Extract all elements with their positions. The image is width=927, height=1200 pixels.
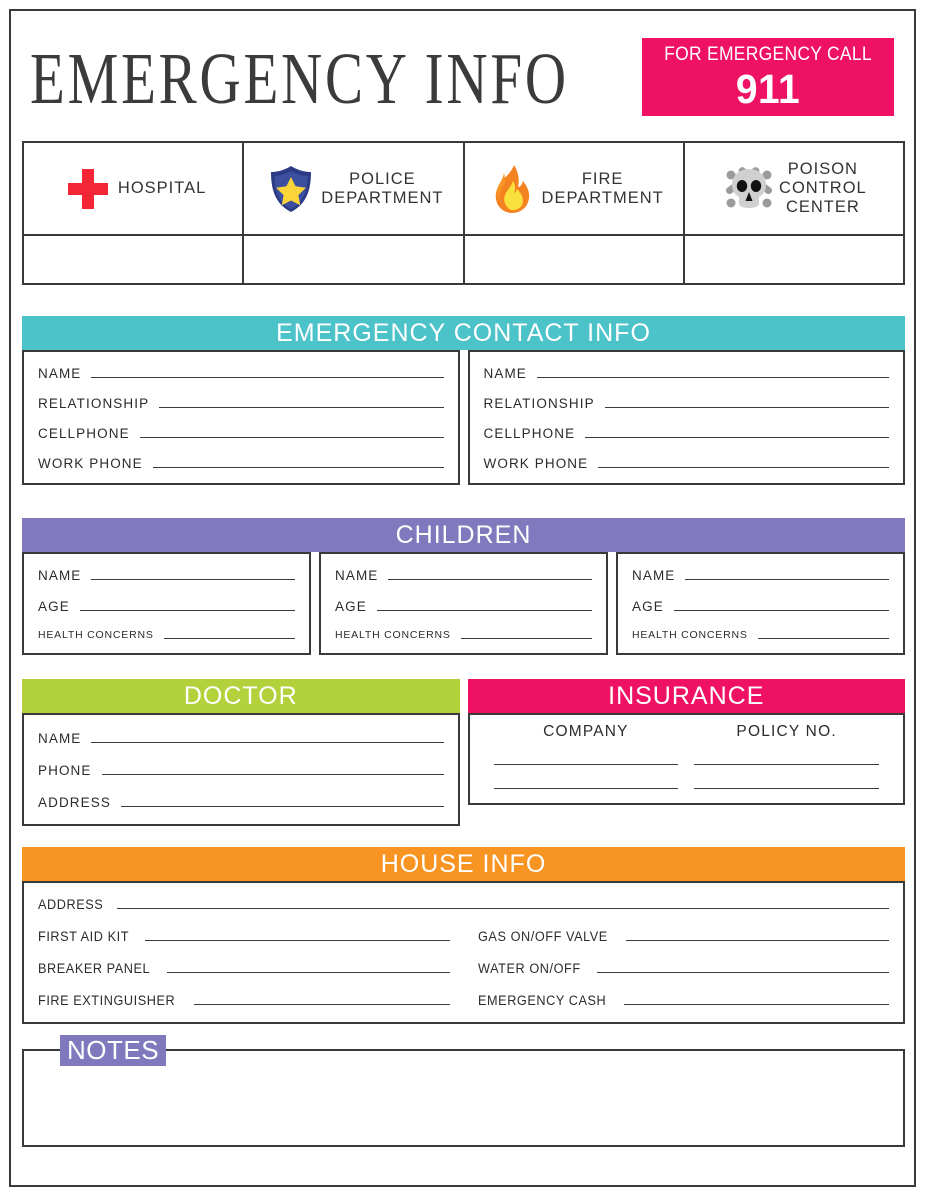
insurance-row-1 (486, 763, 888, 765)
house-extinguisher-input[interactable] (194, 1003, 450, 1005)
insurance-company-input-1[interactable] (494, 763, 679, 765)
emergency-call-number: 911 (735, 66, 801, 112)
child2-age-row (321, 599, 606, 614)
contact2-relationship-input[interactable] (605, 406, 889, 408)
house-cash-label: EMERGENCY CASH (477, 993, 606, 1008)
child-panel-3 (616, 552, 905, 655)
emergency-contact-panel-1 (22, 350, 460, 485)
page-title: EMERGENCY INFO (30, 39, 569, 120)
child2-name-input[interactable] (388, 578, 592, 580)
contact1-workphone-row (24, 456, 458, 471)
service-label-hospital: HOSPITAL (117, 179, 207, 197)
flame-icon (484, 161, 540, 217)
house-row-1 (24, 929, 903, 961)
house-row-2 (24, 961, 903, 993)
service-label-poison (779, 160, 867, 217)
form-content (22, 22, 905, 1176)
page-header (22, 22, 905, 118)
service-header-poison (685, 143, 903, 236)
house-extinguisher-label: FIRE EXTINGUISHER (38, 993, 176, 1008)
red-cross-icon (60, 161, 116, 217)
child3-age-label: AGE (632, 599, 664, 614)
contact1-relationship-label: RELATIONSHIP (38, 396, 150, 411)
child2-health-label: HEALTH CONCERNS (335, 629, 451, 641)
house-water-row (464, 961, 904, 976)
doctor-phone-input[interactable] (102, 773, 444, 775)
contact2-cellphone-label: CELLPHONE (483, 426, 576, 441)
skull-crossbones-icon (721, 161, 777, 217)
house-gas-input[interactable] (626, 939, 889, 941)
house-water-label: WATER ON/OFF (477, 961, 581, 976)
insurance-company-input-2[interactable] (494, 787, 679, 789)
child1-name-row (24, 568, 309, 583)
house-cash-input[interactable] (624, 1003, 889, 1005)
child-panel-2 (319, 552, 608, 655)
child1-health-label: HEALTH CONCERNS (38, 629, 154, 641)
contact2-name-row (470, 366, 904, 381)
house-address-label: ADDRESS (38, 897, 104, 912)
emergency-services-grid (22, 141, 905, 285)
police-shield-icon (263, 161, 319, 217)
child2-name-row (321, 568, 606, 583)
doctor-heading: DOCTOR (22, 679, 460, 713)
doctor-panel (22, 713, 460, 826)
insurance-column-headers (486, 723, 888, 741)
child1-name-input[interactable] (91, 578, 295, 580)
child3-health-input[interactable] (758, 637, 889, 639)
children-heading: CHILDREN (22, 518, 905, 552)
service-header-police (244, 143, 462, 236)
contact2-workphone-row (470, 456, 904, 471)
house-address-input[interactable] (117, 907, 889, 909)
insurance-row-2 (486, 787, 888, 789)
house-info-panel (22, 881, 905, 1024)
children-section (22, 518, 905, 655)
doctor-name-label: NAME (38, 731, 82, 746)
house-row-3 (24, 993, 903, 1008)
contact1-relationship-input[interactable] (159, 406, 443, 408)
contact2-cellphone-input[interactable] (585, 436, 889, 438)
contact1-name-row (24, 366, 458, 381)
house-breaker-label: BREAKER PANEL (38, 961, 151, 976)
doctor-phone-label: PHONE (38, 763, 92, 778)
contact1-workphone-label: WORK PHONE (38, 456, 143, 471)
house-firstaid-input[interactable] (145, 939, 450, 941)
service-label-police (321, 170, 443, 208)
child3-age-input[interactable] (674, 609, 889, 611)
child2-name-label: NAME (335, 568, 379, 583)
contact2-relationship-label: RELATIONSHIP (483, 396, 595, 411)
service-value-police[interactable] (244, 236, 462, 283)
doctor-section (22, 679, 460, 826)
house-gas-row (464, 929, 904, 944)
insurance-panel (468, 713, 906, 805)
child-panel-1 (22, 552, 311, 655)
contact2-name-label: NAME (483, 366, 527, 381)
insurance-heading: INSURANCE (468, 679, 906, 713)
service-label-fire-line1: FIRE DEPARTMENT (541, 169, 664, 207)
child2-health-row (321, 630, 606, 642)
insurance-policy-input-1[interactable] (694, 763, 879, 765)
insurance-policy-input-2[interactable] (694, 787, 879, 789)
service-column-poison (685, 143, 903, 283)
service-column-fire (465, 143, 685, 283)
contact2-workphone-input[interactable] (598, 466, 889, 468)
contact2-cellphone-row (470, 426, 904, 441)
children-panels (22, 552, 905, 655)
service-value-fire[interactable] (465, 236, 683, 283)
contact1-relationship-row (24, 396, 458, 411)
doctor-address-row (24, 795, 458, 810)
doctor-name-row (24, 731, 458, 746)
doctor-name-input[interactable] (91, 741, 443, 743)
doctor-address-input[interactable] (121, 805, 444, 807)
service-label-fire (542, 170, 664, 208)
emergency-call-box (642, 38, 894, 116)
notes-heading: NOTES (60, 1035, 166, 1066)
service-value-hospital[interactable] (24, 236, 242, 283)
child1-age-row (24, 599, 309, 614)
emergency-contact-section (22, 316, 905, 485)
child1-health-input[interactable] (164, 637, 295, 639)
child2-health-input[interactable] (461, 637, 592, 639)
contact1-cellphone-row (24, 426, 458, 441)
contact1-name-label: NAME (38, 366, 82, 381)
service-label-police-line1: POLICE DEPARTMENT (321, 169, 444, 207)
emergency-contact-panel-2 (468, 350, 906, 485)
child3-health-row (618, 630, 903, 642)
contact1-workphone-input[interactable] (153, 466, 444, 468)
child3-age-row (618, 599, 903, 614)
contact2-name-input[interactable] (537, 376, 889, 378)
service-column-hospital (24, 143, 244, 283)
child3-name-input[interactable] (685, 578, 889, 580)
child3-name-row (618, 568, 903, 583)
contact2-relationship-row (470, 396, 904, 411)
doctor-address-label: ADDRESS (38, 795, 111, 810)
contact1-name-input[interactable] (91, 376, 443, 378)
child2-age-input[interactable] (377, 609, 592, 611)
child2-age-label: AGE (335, 599, 367, 614)
doctor-insurance-row (22, 679, 905, 826)
house-breaker-row (24, 961, 464, 976)
child3-name-label: NAME (632, 568, 676, 583)
contact1-cellphone-label: CELLPHONE (38, 426, 130, 441)
insurance-company-header: COMPANY (543, 723, 629, 740)
service-header-fire (465, 143, 683, 236)
service-label-poison-line1: POISON CONTROL CENTER (779, 160, 867, 216)
house-address-row (24, 897, 903, 912)
house-water-input[interactable] (597, 971, 889, 973)
emergency-call-label: FOR EMERGENCY CALL (664, 44, 872, 65)
house-firstaid-row (24, 929, 464, 944)
house-cash-row (464, 993, 904, 1008)
house-info-heading: HOUSE INFO (22, 847, 905, 881)
child1-age-label: AGE (38, 599, 70, 614)
service-header-hospital (24, 143, 242, 236)
house-firstaid-label: FIRST AID KIT (38, 929, 130, 944)
child1-name-label: NAME (38, 568, 82, 583)
house-breaker-input[interactable] (167, 971, 449, 973)
child1-health-row (24, 630, 309, 642)
child3-health-label: HEALTH CONCERNS (632, 629, 748, 641)
contact2-workphone-label: WORK PHONE (483, 456, 589, 471)
house-extinguisher-row (24, 993, 464, 1008)
emergency-contact-panels (22, 350, 905, 485)
house-info-section (22, 847, 905, 1024)
service-value-poison[interactable] (685, 236, 903, 283)
child1-age-input[interactable] (80, 609, 295, 611)
insurance-section (468, 679, 906, 826)
house-gas-label: GAS ON/OFF VALVE (477, 929, 608, 944)
emergency-contact-heading: EMERGENCY CONTACT INFO (22, 316, 905, 350)
insurance-policy-header: POLICY NO. (736, 723, 837, 740)
service-column-police (244, 143, 464, 283)
doctor-phone-row (24, 763, 458, 778)
contact1-cellphone-input[interactable] (140, 436, 444, 438)
